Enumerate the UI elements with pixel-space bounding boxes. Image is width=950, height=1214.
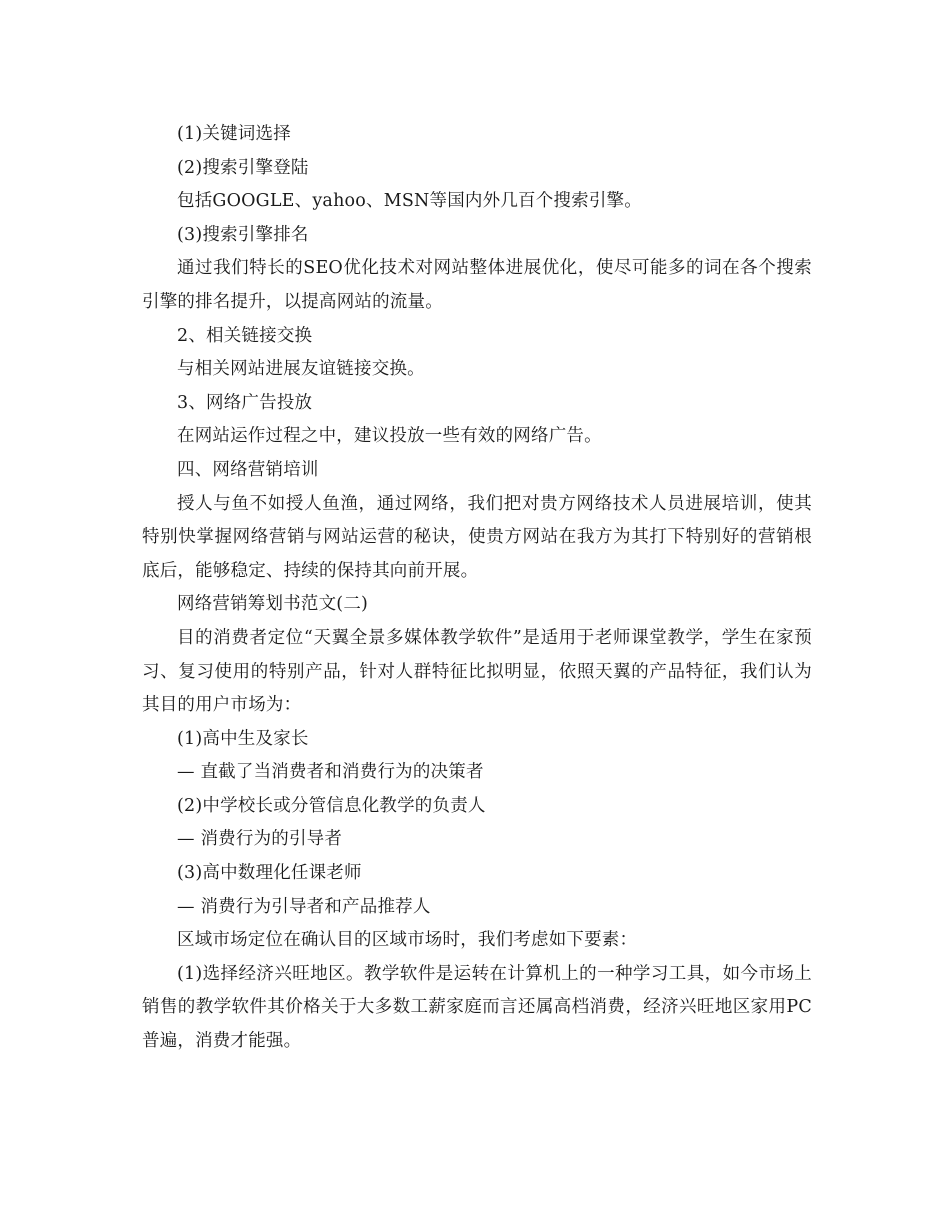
- paragraph-seo-optimization: 通过我们特长的SEO优化技术对网站整体进展优化，使尽可能多的词在各个搜索引擎的排名提升，以提高网站的流量。: [142, 258, 812, 312]
- paragraph-keyword-selection: (1)关键词选择: [177, 124, 291, 144]
- list-item-students-parents: (1)高中生及家长: [177, 728, 309, 749]
- paragraph-regional-market: 区域市场定位在确认目的区域市场时，我们考虑如下要素：: [177, 930, 638, 951]
- paragraph-search-engine-ranking: (3)搜索引擎排名: [177, 224, 309, 245]
- document-body: [142, 118, 812, 1059]
- heading-network-ads: 3、网络广告投放: [177, 392, 313, 413]
- list-note-guide: — 消费行为的引导者: [177, 829, 343, 850]
- paragraph-link-exchange: 与相关网站进展友谊链接交换。: [177, 359, 425, 380]
- paragraph-network-ads: 在网站运作过程之中，建议投放一些有效的网络广告。: [177, 426, 602, 447]
- heading-marketing-training: 四、网络营销培训: [177, 459, 319, 480]
- list-item-principals: (2)中学校长或分管信息化教学的负责人: [177, 795, 486, 816]
- paragraph-developed-regions: (1)选择经济兴旺地区。教学软件是运转在计算机上的一种学习工具，如今市场上销售的教学软件其价格关于大多数工薪家庭而言还属高档消费，经济兴旺地区家用PC普遍，消费才能强。: [142, 963, 812, 1052]
- heading-link-exchange: 2、相关链接交换: [177, 325, 313, 346]
- list-note-recommender: — 消费行为引导者和产品推荐人: [177, 896, 431, 917]
- paragraph-target-consumer: 目的消费者定位“天翼全景多媒体教学软件”是适用于老师课堂教学，学生在家预习、复习使用的特别产品，针对人群特征比拟明显，依照天翼的产品特征，我们认为其目的用户市场为：: [142, 627, 812, 716]
- list-note-direct-consumer: — 直截了当消费者和消费行为的决策者: [177, 762, 484, 783]
- heading-sample-two: 网络营销筹划书范文(二): [177, 594, 369, 615]
- list-item-teachers: (3)高中数理化任课老师: [177, 863, 362, 884]
- paragraph-marketing-training: 授人与鱼不如授人鱼渔，通过网络，我们把对贵方网络技术人员进展培训，使其特别快掌握网络营销与网站运营的秘诀，使贵方网站在我方为其打下特别好的营销根底后，能够稳定、持续的保持其向前开展。: [142, 493, 812, 581]
- paragraph-search-engines-list: 包括GOOGLE、yahoo、MSN等国内外几百个搜索引擎。: [177, 191, 642, 212]
- paragraph-search-engine-login: (2)搜索引擎登陆: [177, 157, 309, 178]
